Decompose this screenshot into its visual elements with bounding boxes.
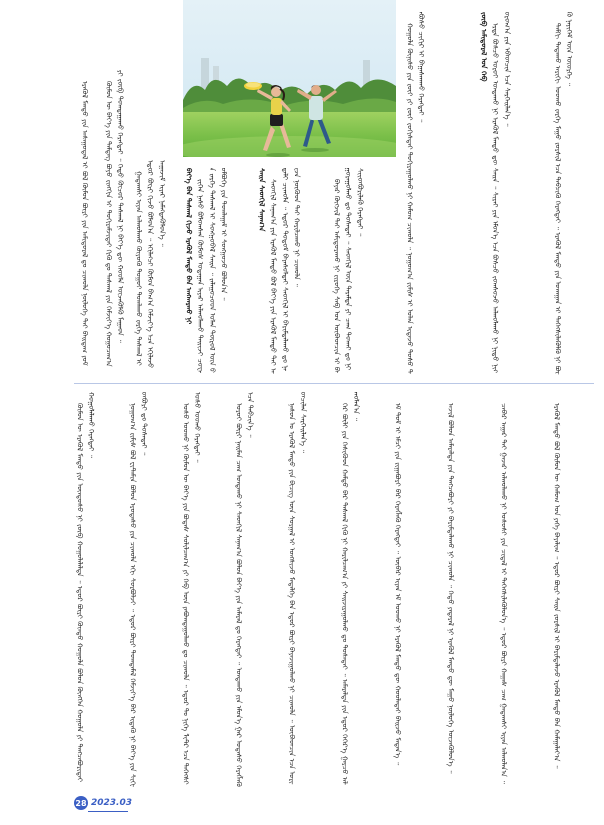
issue-date: 2023.03 — [91, 798, 132, 808]
paragraph: ᠨᠣᠭᠣᠭ᠎ᠠ ᠵᠢᠮᠢᠰ ᠪᠣᠯ ᠸᠢᠲ᠋ᠠᠮᠢᠨ ᠪᠣᠯᠣᠨ ᠡᠷᠦᠳᠡᠰᠦ ᠶᠢᠨ ᠴᠢᠬᠤᠯᠠ ᠡᠬᠢ ᠰᠤᠷᠪᠤᠯᠵᠢ ᠃ ᠡᠳᠦᠷ ᠪᠦᠷᠢ ᠲᠣᠭᠲᠠᠮᠠᠯ ᠬᠡᠮᠵᠢᠶ᠎ᠡ ᠪᠡᠷ ᠢᠳᠡᠬᠦ ᠨᠢ ᠪᠡᠶ᠎ᠡ ᠶᠢᠨ ᠰᠢᠭᠢᠳᠪᠦᠷᠢ ᠳᠤ ᠲᠤᠰᠠᠲᠠᠢ ᠃ — [128, 392, 150, 787]
text-column-upper-4 — [404, 12, 476, 375]
text-column-lower-10 — [551, 392, 596, 787]
text-column-upper-3 — [331, 168, 401, 375]
paragraph: ᠰᠡᠳᠬᠢᠯ ᠰᠠᠨᠠᠭ᠎ᠠ ᠶᠢᠨ ᠡᠷᠡᠬᠦᠯ ᠮᠡᠨᠳᠦ ᠪᠣᠯ ᠪᠡᠶ᠎ᠡ ᠶᠢᠨ ᠡᠷᠡᠬᠦᠯ ᠮᠡᠨᠳᠦ ᠲᠡᠢ ᠠᠳᠠᠯᠢ ᠴᠢᠬᠤᠯᠠ ᠃ ᠡᠳᠦᠷ ᠲᠤᠲᠤᠮ ᠪᠠᠶᠠᠰᠤᠯᠲᠠᠢ ᠰᠡᠳᠬᠢᠯ ᠢ ᠪᠠᠷᠢᠮᠲᠠᠯᠠᠬᠤ ᠳᠤ ᠨᠠᠢᠵᠠ ᠨᠥᠬᠥᠳ ᠲᠡᠢ ᠬᠠᠷᠢᠯᠴᠠᠬᠤ ᠨᠢ ᠴᠢᠬᠤᠯᠠ ᠃ — [269, 168, 302, 374]
text-column-lower-2 — [127, 392, 177, 787]
paragraph: ᠴᠡᠪᠡᠷ ᠠᠭᠠᠷ ᠲᠠᠢ ᠭᠠᠵᠠᠷ ᠠᠯᠬᠤᠯᠠᠬᠤ ᠨᠢ ᠤᠰᠤᠰᠢ ᠶᠢᠨ ᠴᠢᠳᠠᠯ ᠢ ᠳᠡᠭᠡᠭᠰᠢᠯᠡᠭᠦᠯᠦᠨ᠎ᠡ ᠃ ᠡᠳᠦᠷ ᠪᠦᠷᠢ ᠬᠠᠭᠠᠰ ᠴᠠᠭ ᠭᠠᠳᠠᠭᠰᠢ ᠢᠶᠠᠨ ᠠᠯᠬᠤᠯᠠᠨ᠎ᠠ ᠃ — [499, 402, 509, 784]
text-column-lower-5 — [286, 392, 336, 787]
section-divider — [74, 383, 594, 384]
paragraph: ᠠᠵᠢᠯ ᠪᠣᠯᠣᠨ ᠠᠮᠠᠷᠠᠯᠲᠠ ᠶᠢᠨ ᠲᠡᠩᠴᠡᠪᠦᠷᠢ ᠶᠢ ᠪᠠᠷᠢᠮᠲᠠᠯᠠᠬᠤ ᠨᠢ ᠴᠢᠬᠤᠯᠠ ᠃ ᠬᠡᠲᠦ ᠶᠠᠳᠠᠷᠠᠯ ᠨᠢ ᠡᠷᠡᠬᠦᠯ ᠮᠡᠨᠳᠦ ᠳᠦ ᠮᠠᠭᠤ ᠨᠦᠯᠦᠭᠡ ᠦᠵᠡᠭᠦᠯᠦᠨ᠎ᠡ ᠃ — [446, 402, 456, 774]
paragraph: ᠨᠠᠰᠤᠨ ᠤ ᠡᠷᠡᠬᠦᠯ ᠮᠡᠨᠳᠦ ᠶᠢᠨ ᠪᠢᠴᠢᠭ ᠦᠨ ᠰᠤᠷᠭᠠᠯ ᠢ ᠤᠩᠰᠢᠵᠤ ᠮᠡᠳᠡᠯᠭᠡ ᠪᠡᠨ ᠡᠳᠦᠷ ᠪᠦᠷᠢ ᠪᠠᠶᠠᠵᠢᠭᠤᠯᠬᠤ ᠨᠢ ᠴᠢᠬᠤᠯᠠ ᠃ ᠥᠪᠡᠳᠴᠢᠨ ᠡᠴᠡ ᠤᠷᠢᠳᠴᠢᠯᠠᠨ ᠰᠡᠷᠭᠡᠢᠯᠡᠨ᠎ᠡ ᠃ — [287, 392, 309, 784]
text-column-lower-4 — [233, 392, 283, 787]
paragraph: ᠬᠦᠮᠦᠨ ᠦ ᠡᠷᠡᠬᠦᠯ ᠮᠡᠨᠳᠦ ᠶᠢᠨ ᠦᠨᠳᠦᠰᠦ ᠨᠢ ᠵᠥᠪ ᠬᠣᠭᠣᠯᠠᠯᠠᠯᠲᠠ ᠃ ᠡᠳᠦᠷ ᠪᠦᠷᠢ ᠬᠦᠨᠳᠦ ᠬᠣᠭᠣᠯᠠ ᠪᠣᠯᠣᠨ ᠬᠥᠩᠭᠡᠨ ᠬᠣᠭᠣᠯᠠ ᠶᠢ ᠲᠡᠩᠴᠡᠪᠦᠷᠢᠲᠡᠢ ᠬᠣᠭᠣᠯᠠᠯᠠᠬᠤ ᠬᠡᠷᠡᠭᠲᠡᠢ ᠃ — [75, 392, 97, 782]
text-column-lower-7 — [392, 392, 442, 787]
paragraph: ᠡᠮ ᠳᠣᠮ ᠢ ᠡᠮᠴᠢ ᠶᠢᠨ ᠵᠢᠭᠠᠪᠤᠷᠢ ᠪᠡᠷ ᠬᠡᠷᠡᠭᠯᠡᠬᠦ ᠬᠡᠷᠡᠭᠲᠡᠢ ᠃ ᠥᠪᠡᠷ ᠢᠶᠡᠨ ᠡᠮ ᠤᠤᠬᠤ ᠨᠢ ᠡᠷᠡᠬᠦᠯ ᠮᠡᠨᠳᠦ ᠳᠦ ᠬᠣᠣᠯᠠᠲᠠᠢ ᠪᠠᠢᠵᠤ ᠮᠡᠳᠡᠨ᠎ᠡ ᠃ — [393, 402, 403, 766]
section-heading: ᠵᠥᠪ ᠠᠮᠢᠳᠤᠷᠠᠯ ᠤᠨ ᠬᠡᠪ — [479, 12, 489, 82]
section-heading: ᠰᠠᠢᠨ ᠰᠡᠳᠬᠢᠯ ᠰᠠᠨᠠᠭ᠎ᠠ — [257, 168, 267, 232]
text-column-lower-8 — [445, 392, 495, 787]
text-column-upper-1 — [183, 168, 253, 375]
text-column-upper-6 — [552, 12, 596, 375]
paragraph: ᠣᠷᠣᠢ ᠪᠦᠷᠢ ᠨᠠᠢᠮᠠᠨ ᠴᠠᠭ ᠤᠨᠲᠠᠬᠤ ᠨᠢ ᠰᠡᠳᠬᠢᠯ ᠰᠠᠨᠠᠭ᠎ᠠ ᠪᠣᠯᠣᠨ ᠪᠡᠶ᠎ᠡ ᠶᠢᠨ ᠠᠮᠠᠷᠠᠯ ᠳᠤ ᠬᠡᠷᠡᠭᠲᠡᠢ ᠃ ᠤᠨᠲᠠᠬᠤ ᠶᠢᠨ ᠡᠮᠦᠨ᠎ᠡ ᠭᠠᠷ ᠤᠲᠠᠰᠤ ᠬᠡᠷᠡᠭᠯᠡᠬᠦ ᠡᠴᠡ ᠲᠡᠪᠴᠢᠨ᠎ᠡ ᠃ — [234, 392, 256, 787]
section-heading: ᠪᠡᠶ᠎ᠡ ᠪᠠᠨ ᠳᠠᠰᠬᠠᠯ ᠬᠢᠵᠤ ᠡᠷᠡᠬᠦᠯ ᠮᠡᠨᠳᠦ ᠪᠡᠨ ᠠᠩᠬᠠᠷᠬᠤ ᠨᠢ — [184, 168, 194, 325]
paragraph: ᠪᠠᠶᠠᠷ ᠬᠥᠭᠵᠢᠯ ᠲᠡᠢ ᠠᠮᠢᠳᠤᠷᠠᠬᠤ ᠨᠢ ᠵᠢᠷᠦᠬᠡ ᠰᠠᠪ ᠤᠨ ᠦᠪᠡᠳᠴᠢᠨ ᠢ ᠪᠠᠭᠤᠷᠠᠭᠤᠯᠬᠤ ᠳᠤ ᠲᠤᠰᠠᠲᠠᠢ ᠃ ᠰᠡᠳᠬᠢᠯ ᠦᠨ ᠳᠠᠷᠠᠮᠲᠠ ᠶᠢ ᠴᠠᠭ ᠲᠤᠬᠠᠢ ᠳᠤ ᠨᠢ ᠰᠢᠢᠳᠪᠦᠷᠢᠯᠡᠬᠦ ᠬᠡᠷᠡᠭᠲᠡᠢ ᠃ — [332, 168, 365, 373]
paragraph: ᠤᠰᠤ ᠤᠤᠬᠤ ᠨᠢ ᠬᠦᠮᠦᠨ ᠦ ᠪᠡᠶ᠎ᠡ ᠶᠢᠨ ᠪᠣᠳᠠᠰ ᠰᠣᠯᠢᠯᠴᠠᠭ᠎ᠠ ᠶᠢ ᠬᠡᠪ ᠦᠨ ᠶᠠᠪᠤᠭᠳᠠᠭᠤᠯᠬᠤ ᠳᠤ ᠴᠢᠬᠤᠯᠠ ᠃ ᠡᠳᠦᠷ ᠲᠤ ᠨᠢᠭᠡ ᠯᠢᠲ᠋ᠷ ᠡᠴᠡ ᠳᠡᠭᠡᠭᠰᠢ ᠤᠰᠤ ᠤᠤᠬᠤ ᠬᠡᠷᠡᠭᠲᠡᠢ ᠃ — [181, 392, 203, 785]
page-number-badge: 28 — [74, 796, 88, 810]
page-footer — [74, 795, 132, 811]
paragraph: ᠵᠢᠬᠡᠨ ᠨᠠᠰᠤ ᠪᠣᠯᠣᠭᠰᠠᠨ ᠬᠦᠮᠦᠰ ᠤᠳᠠᠭᠠᠨ ᠢᠶᠠᠷ ᠠᠯᠬᠤᠯᠠᠬᠤ ᠲᠠᠢᠢᠵᠢ ᠴᠤᠸᠠᠨ ᠵᠡᠷᠭᠡ ᠳᠠᠰᠬᠠᠯ ᠢ ᠰᠣᠩᠭᠣᠪᠠᠯ ᠰᠠᠢᠨ ᠃ ᠵᠠᠯᠠᠭᠤᠴᠤᠳ ᠣᠯᠠᠨ ᠲᠥᠷᠥᠯ ᠦᠨ ᠪᠥᠮᠪᠥᠭᠡ ᠶᠢᠨ ᠲᠣᠭᠯᠠᠭᠠᠮ ᠢ ᠰᠣᠩᠭᠣᠵᠤ ᠪᠣᠯᠣᠨ᠎ᠠ ᠃ — [196, 168, 229, 373]
paragraph: ᠭᠠᠳᠠᠭᠰᠢ ᠢᠶᠠᠨ ᠠᠯᠬᠤᠯᠠᠬᠤ ᠭᠦᠶᠦᠬᠦ ᠳᠤᠭᠤᠢ ᠲᠣᠭᠯᠠᠬᠤ ᠵᠡᠷᠭᠡ ᠳᠠᠰᠬᠠᠯ ᠢ ᠡᠳᠦᠷ ᠪᠦᠷᠢ ᠬᠢᠵᠦ ᠪᠣᠯᠣᠨ᠎ᠠ ᠃ ᠡᠬᠢᠯᠡᠭᠴᠢ ᠬᠦᠮᠦᠨ ᠪᠠᠭ᠎ᠠ ᠬᠡᠮᠵᠢᠶ᠎ᠡ ᠡᠴᠡ ᠡᠬᠢᠯᠡᠵᠦ ᠠᠭᠠᠵᠢᠮ ᠢᠶᠠᠷ ᠨᠡᠮᠡᠭᠳᠡᠭᠦᠯᠦᠨ᠎ᠡ ᠃ — [134, 160, 167, 369]
text-column-upper-5 — [478, 12, 550, 375]
text-column-lower-6 — [339, 392, 389, 787]
text-column-lower-9 — [498, 392, 548, 787]
footer-underline — [88, 811, 128, 812]
paragraph: ᠡᠷᠡᠬᠦᠯ ᠮᠡᠨᠳᠦ ᠶᠢᠨ ᠠᠰᠠᠭᠤᠳᠠᠯ ᠢ ᠪᠤᠯ ᠬᠦᠮᠦᠨ ᠪᠦᠷᠢ ᠶᠢᠨ ᠠᠮᠢᠳᠤᠷᠠᠯ ᠳᠤ ᠴᠢᠬᠤᠯᠠ ᠨᠦᠯᠦᠭᠡ ᠲᠡᠢ ᠪᠠᠢᠳᠠᠭ ᠶᠤᠮ — [80, 80, 90, 366]
text-column-left-1 — [79, 70, 91, 370]
text-column-lower-1 — [74, 392, 124, 787]
paragraph: ᠡᠷᠲᠡ ᠪᠣᠰᠴᠤ ᠣᠷᠣᠢ ᠤᠨᠲᠠᠬᠤ ᠨᠢ ᠡᠷᠡᠬᠦᠯ ᠮᠡᠨᠳᠦ ᠳᠦ ᠰᠠᠢᠨ ᠃ ᠰᠢᠷᠠᠢ ᠶᠢᠨ ᠡᠮᠦᠨ᠎ᠡ ᠡᠴᠡ ᠪᠣᠰᠴᠤ ᠵᠣᠭᠰᠤᠵᠤ ᠠᠯᠬᠤᠯᠠᠬᠤ ᠨᠢ ᠨᠢᠳᠦ ᠨᠢᠭᠤᠷᠤᠭ᠎ᠠ ᠶᠢᠨ ᠡᠪᠡᠳᠴᠢᠨ ᠡᠴᠡ ᠰᠡᠷᠭᠡᠢᠯᠡᠨ᠎ᠡ ᠃ — [491, 12, 512, 373]
paragraph: ᠡᠷᠡᠬᠦᠯ ᠮᠡᠨᠳᠦ ᠪᠣᠯ ᠬᠦᠮᠦᠨ ᠦ ᠬᠠᠮᠤᠭ ᠤᠨ ᠶᠡᠬᠡ ᠪᠠᠶᠠᠯᠢᠭ ᠃ ᠡᠳᠦᠷ ᠪᠦᠷᠢ ᠰᠠᠢᠨ ᠵᠤᠷᠰᠢᠯ ᠢ ᠪᠠᠷᠢᠮᠲᠠᠯᠠᠵᠤ ᠡᠷᠡᠬᠦᠯ ᠮᠡᠨᠳᠦ ᠪᠡᠨ ᠬᠠᠮᠠᠭᠠᠯᠠᠶ᠎ᠠ ᠃ — [552, 402, 562, 769]
photo-frisbee-park — [183, 0, 396, 157]
paragraph: ᠬᠣᠭᠣᠯᠠ ᠬᠦᠨᠢᠰᠦ ᠶᠢᠨ ᠵᠦᠢ ᠶᠢ ᠵᠦᠢ ᠵᠣᠬᠢᠰᠲᠠᠢ ᠲᠣᠬᠢᠷᠠᠭᠤᠯᠬᠤ ᠨᠢ ᠬᠠᠮᠤᠭ ᠴᠢᠬᠤᠯᠠ ᠃ ᠨᠣᠭᠣᠭ᠎ᠠ ᠵᠢᠮᠢᠰ ᠢ ᠣᠯᠠᠨ ᠢᠳᠡᠵᠦ ᠲᠣᠰᠤ ᠳᠠᠪᠤᠰᠤ ᠴᠢᠬᠢᠷ ᠢ ᠪᠠᠭᠠᠰᠭᠠᠬᠤ ᠬᠡᠷᠡᠭᠲᠡᠢ ᠃ — [405, 12, 427, 374]
text-column-left-2 — [103, 70, 127, 370]
paragraph: ᠬᠦᠮᠦᠨ ᠦ ᠪᠡᠶ᠎ᠡ ᠶᠢᠨ ᠲᠡᠮᠳᠡᠭ ᠪᠤᠶᠤ ᠵᠢᠩᠬᠢᠨ ᠢ ᠲᠤᠬᠢᠷᠠᠮᠵᠢᠲᠠᠢ ᠬᠢᠬᠦ ᠳᠤ ᠳᠠᠰᠬᠠᠯ ᠶᠢᠨ ᠬᠡᠮᠵᠢᠶ᠎ᠡ ᠬᠤᠭᠤᠴᠠᠭ᠎ᠠ ᠶᠢ ᠵᠥᠪ ᠲᠣᠭᠲᠠᠭᠠᠬᠤ ᠬᠡᠷᠡᠭᠲᠡᠢ ᠃ ᠬᠡᠲᠦ ᠬᠦᠴᠦᠷ ᠳᠠᠰᠬᠠᠯ ᠨᠢ ᠪᠡᠶ᠎ᠡ ᠳᠦ ᠬᠣᠣᠯᠠ ᠦᠵᠡᠭᠦᠯᠬᠦ ᠮᠠᠭᠠᠳ ᠃ — [104, 70, 126, 367]
text-column-upper-2 — [256, 168, 328, 375]
paragraph: ᠭᠡᠷ ᠪᠦᠯᠢ ᠶᠢᠨ ᠭᠡᠰᠢᠭᠦᠳ ᠬᠠᠮᠲᠤ ᠪᠡᠷ ᠳᠠᠰᠬᠠᠯ ᠬᠢᠬᠦ ᠨᠢ ᠬᠠᠷᠢᠯᠴᠠᠭ᠎ᠠ ᠶᠢ ᠰᠠᠢᠵᠢᠷᠠᠭᠤᠯᠬᠤ ᠳᠤ ᠲᠤᠰᠠᠲᠠᠢ ᠃ ᠠᠮᠠᠷᠠᠯᠲᠠ ᠶᠢᠨ ᠡᠳᠦᠷ ᠬᠡᠭᠡᠷ᠎ᠡ ᠭᠠᠷᠴᠤ ᠠᠯᠬᠤᠯᠠᠨ᠎ᠠ ᠃ — [340, 392, 362, 785]
text-column-lower-3 — [180, 392, 230, 787]
text-column-left-3 — [133, 160, 169, 370]
paragraph: ᠲᠠᠮᠬᠢ ᠲᠠᠲᠠᠬᠤ ᠠᠷᠢᠬᠢ ᠤᠤᠬᠤ ᠵᠡᠷᠭᠡ ᠮᠠᠭᠤ ᠵᠤᠷᠰᠢᠯ ᠡᠴᠡ ᠲᠡᠪᠴᠢᠬᠦ ᠬᠡᠷᠡᠭᠲᠡᠢ ᠃ ᠡᠷᠡᠬᠦᠯ ᠮᠡᠨᠳᠦ ᠶᠢᠨ ᠤᠬᠠᠭᠠᠨ ᠢ ᠳᠡᠭᠡᠭᠰᠢᠯᠡᠭᠦᠯᠬᠦ ᠨᠢ ᠪᠦᠬᠦ ᠨᠡᠶᠢᠭᠡᠮ ᠦᠨ ᠦᠦᠷᠭᠡ ᠃ — [553, 12, 575, 375]
